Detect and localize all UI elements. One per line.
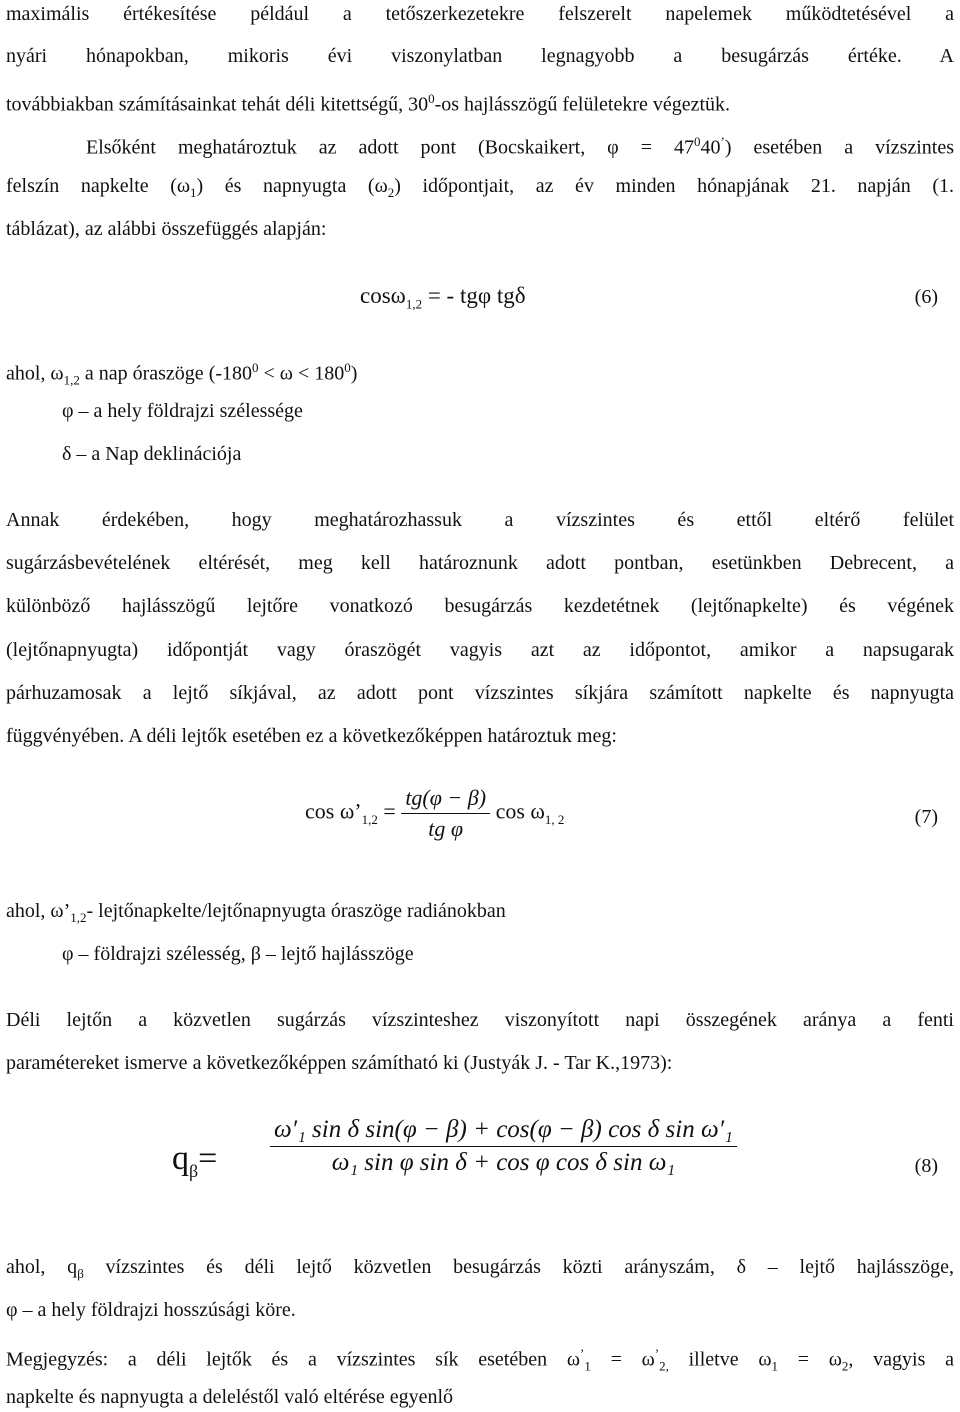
definition-line: ahol, $q_\beta$ vízszintes és déli lejtő közvetlen besugárzás közti arányszám, δ – lejtő hajlásszöge, <box>6 1256 954 1281</box>
definition-line: φ – földrajzi szélesség, β – lejtő hajlásszöge <box>62 943 414 965</box>
definition-line: δ – a Nap deklinációja <box>62 443 242 465</box>
equation-number: (6) <box>914 286 938 308</box>
equation-number: (7) <box>914 806 938 828</box>
text-line: különböző hajlásszögű lejtőre vonatkozó besugárzás kezdetétnek (lejtőnapkelte) és végének <box>6 595 954 617</box>
text-line: nyári hónapokban, mikoris évi viszonylatban legnagyobb a besugárzás értéke. A <box>6 45 954 67</box>
equation-number: (8) <box>914 1155 938 1177</box>
text-line: paramétereket ismerve a következőképpen számítható ki (Justyák J. - Tar K.,1973): <box>6 1052 673 1074</box>
text-line: függvényében. A déli lejtők esetében ez a következőképpen határoztuk meg: <box>6 725 617 747</box>
fraction-denominator: tg φ <box>428 816 464 841</box>
fraction-numerator: tg(φ − β) <box>401 785 490 814</box>
equation-8-fraction <box>270 1116 737 1177</box>
text-line: (lejtőnapnyugta) időpontját vagy óraszögét vagyis azt az időpontot, amikor a napsugarak <box>6 639 954 661</box>
fraction <box>270 1116 737 1177</box>
definition-line: ahol, $\omega’_{1,2}-$ lejtőnapkelte/lejtőnapnyugta óraszöge radiánokban <box>6 900 506 925</box>
definition-line: φ – a hely földrajzi hosszúsági köre. <box>6 1299 296 1321</box>
equation-6: cosω$_{1,2}$ = - tgφ tgδ <box>360 283 526 312</box>
fraction-numerator: ω′₁ sin δ sin(φ − β) + cos(φ − β) cos δ sin ω′₁ <box>270 1116 737 1147</box>
note-line: Megjegyzés: a déli lejtők és a vízszintes sík esetében $\omega^’_1 = \omega^’_{2,}$ illetve $\omega_1 = \omega_2$, vagyis a <box>6 1346 954 1374</box>
text-line: Déli lejtőn a közvetlen sugárzás vízszinteshez viszonyított napi összegének aránya a fenti <box>6 1009 954 1031</box>
fraction-denominator: ω₁ sin φ sin δ + cos φ cos δ sin ω₁ <box>331 1149 676 1176</box>
fraction <box>401 785 490 842</box>
definition-line: ahol, $\omega_{1,2}$ a nap óraszöge $(-180^0 < \omega < 180^0)$ <box>6 360 358 388</box>
text-line: Annak érdekében, hogy meghatározhassuk a vízszintes és ettől eltérő felület <box>6 509 954 531</box>
note-line: napkelte és napnyugta a deleléstől való eltérése egyenlő <box>6 1386 454 1408</box>
text-line: Elsőként meghatároztuk az adott pont (Bocskaikert, $\varphi = 47^040^’$) esetében a vízszintes <box>86 134 954 159</box>
equation-7: $\cos \omega’_{1,2}$ = $\frac{tg(\varphi - \beta)}{\text{tg φ}}$ $\cos \omega_{1, 2}$ <box>305 785 565 841</box>
text-line: táblázat), az alábbi összefüggés alapján: <box>6 218 327 240</box>
text-line: párhuzamosak a lejtő síkjával, az adott pont vízszintes síkjára számított napkelte és napnyugta <box>6 682 954 704</box>
equation-8-lhs: $q_\beta=$ <box>172 1140 218 1181</box>
text-line: továbbiakban számításainkat tehát déli kitettségű, $30^0-os$ hajlásszögű felületekre végeztük. <box>6 91 731 116</box>
text-line: felszín napkelte $(\omega_1)$ és napnyugta $(\omega_2)$ időpontjait, az év minden hónapjának 21. napján (1. <box>6 175 954 200</box>
text-line: maximális értékesítése például a tetőszerkezetekre felszerelt napelemek működtetésével a <box>6 3 954 25</box>
text-line: sugárzásbevételének eltérését, meg kell határoznunk adott pontban, esetünkben Debrecent, a <box>6 552 954 574</box>
definition-line: φ – a hely földrajzi szélessége <box>62 400 303 422</box>
